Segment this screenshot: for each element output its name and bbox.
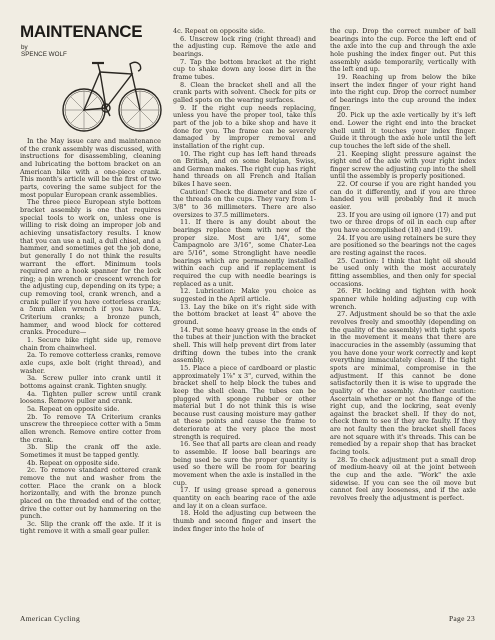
paragraph: The three piece European style bottom bracket assembly is one that requires special tools to work on, unless one is willing to risk doing an improper job and achieving unsatisfactory results. I know that you can use a nail, a dull chisel, and a hammer, and sometimes get the job done, but generally I do not think the results warrant the effort. Minimum tools required are a hook spanner for the lock ring; a pin wrench or crescent wrench for the adjusting cup, depending on its type; a cup removing tool, crank wrench, and a crank puller if you have cotterless cranks; a 5mm allen wrench if you have T.A. Criterium cranks; a bronze punch, hammer, and wood block for cottered cranks. Procedure—: [20, 198, 161, 337]
paragraph: 17. If using grease spread a generous quantity on each bearing race of the axle and lay it on a clean surface.: [173, 486, 316, 510]
paragraph: 3b. Slip the crank off the axle. Sometimes it must be tapped gently.: [20, 443, 161, 459]
paragraph: 4b. Repeat on opposite side.: [27, 458, 120, 467]
paragraph: 13. Lay the bike on it's right side with the bottom bracket at least 4" above the ground.: [173, 302, 316, 326]
byline-by: by: [21, 44, 28, 51]
paragraph: 23. If you are using oil ignore (17) and put two or three drops of oil in each cup after you have accomplished (18) and (19).: [330, 210, 476, 235]
paragraph: 3a. Screw puller into crank until it bottoms against crank. Tighten snugly.: [20, 374, 161, 390]
paragraph: 25. Caution: I think that light oil should be used only with the most accurately fitting assemblies, and then only for special occasions.: [330, 256, 476, 288]
paragraph: 16. See that all parts are clean and ready to assemble. If loose ball bearings are being used be sure the proper quantity is used so there will be room for bearing movement when the axle is installed in the cup.: [173, 440, 316, 487]
paragraph: 27. Adjustment should be so that the axle revolves freely and smoothly (depending on the quality of the assembly) with tight spots in the movement it means that there are inaccuracies in the assembly (assuming that you have done your work correctly and kept everything immaculately clean). If the tight spots are minimal, compromise in the adjustment. If this cannot be done satisfactorily then it is wise to upgrade the quality of the assembly. Another caution: Ascertain whether or not the flange of the right cup, and the lockring, seat evenly against the bracket shell. If they do not, check them to see if they are faulty. If they are not faulty then the bracket shell faces are not square with it's threads. This can be remedied by a repair shop that has bracket facing tools.: [330, 310, 476, 457]
paragraph: 26. Fit locking and tighten with hook spanner while holding adjusting cup with wrench.: [330, 287, 476, 311]
paragraph: 10. The right cup has left hand threads on British, and on some Belgian, Swiss, and German makes. The right cup has right hand threads on all French and Italian bikes I have seen.: [173, 149, 316, 189]
paragraph: 3c. Slip the crank off the axle. If it is tight remove it with a small gear puller.: [20, 519, 161, 536]
paragraph: 15. Place a piece of cardboard or plastic approximately 1⅞" x 3", curved, within the bracket shell to help block the tubes and keep the shell clean. The tubes can be plugged with sponge rubber or other material but I do not think this is wise because rust causing moisture may gather at these points and cause the frame to deteriorate at the very place the most strength is required.: [173, 363, 316, 441]
paragraph: In the May issue care and maintenance of the crank assembly was discussed, with instructions for disassembling, cleaning and lubricating the bottom bracket on an American bike with a one-piece crank. This month's article will be the first of two parts, covering the same subject for the most popular European crank assemblies.: [20, 137, 161, 199]
paragraph: 1. Secure bike right side up, remove chain from chainwheel.: [20, 336, 161, 352]
paragraph: 6. Unscrew lock ring (right thread) and the adjusting cup. Remove the axle and bearings.: [173, 34, 316, 58]
column-2: [173, 28, 316, 533]
paragraph: Caution! Check the diameter and size of the threads on the cups. They vary from 1-3/8" to 36 millimeters. There are also oversizes to 37.5 millimeters.: [173, 187, 316, 219]
paragraph: 20. Pick up the axle vertically by it's left end. Lower the right end into the bracket shell until it touches your index finger. Guide it through the axle hole until the left cup touches the left side of the shell.: [330, 111, 476, 150]
paragraph: 7. Tap the bottom bracket at the right cup to shake down any loose dirt in the frame tubes.: [173, 57, 316, 81]
paragraph: 18. Hold the adjusting cup between the thumb and second finger and insert the index finger into the hole of: [173, 509, 316, 533]
bicycle-illustration: [62, 40, 162, 136]
paragraph: 2c. To remove standard cottered crank remove the nut and washer from the cotter. Place the crank on a block horizontally, and with the bronze punch placed on the threaded end of the cotter, drive the cotter out by hammering on the punch.: [20, 466, 161, 521]
column-1: [20, 138, 161, 536]
article-title: MAINTENANCE: [20, 22, 143, 41]
footer-page-number: Page 23: [448, 614, 475, 623]
paragraph: 2b. To remove TA Criterium cranks unscrew the threepiece cotter with a 5mm allen wrench. Remove entire cotter from the crank.: [20, 412, 161, 444]
paragraph: 19. Reaching up from below the bike insert the index finger of your right hand into the right cup. Drop the correct number of bearings into the cup around the index finger.: [330, 72, 476, 112]
paragraph: 12. Lubrication: Make you choice as suggested in the April article.: [173, 287, 316, 303]
paragraph: 24. If you are using retainers be sure they are positioned so the bearings not the cages are resting against the races.: [330, 233, 476, 258]
paragraph: 4a. Tighten puller screw until crank loosens. Remove puller and crank.: [20, 389, 161, 406]
paragraph: 8. Clean the bracket shell and all the crank parts with solvent. Check for pits or galled spots on the wearing surfaces.: [173, 80, 316, 104]
column-3: [330, 28, 476, 503]
byline-author: SPENCE WOLF: [21, 51, 67, 59]
paragraph: 11. If there is any doubt about the bearings replace them with new of the proper size. Most are 1/4", some Campagnolo are 3/16", some Chater-Lea are 5/16", some Stronglight have needle bearings which are permanently installed within each cup and if replacement is required the cup with needle bearings is replaced as a unit.: [173, 218, 316, 288]
paragraph: 28. To check adjustment put a small drop of medium-heavy oil at the joint between the cup and the axle. "Work" the axle sidewise. If you can see the oil move but cannot feel any looseness, and if the axle revolves freely the adjustment is perfect.: [330, 455, 476, 503]
footer-magazine-name: American Cycling: [20, 614, 80, 623]
byline: [21, 44, 67, 59]
paragraph: 21. Keeping slight pressure against the right end of the axle with your right index finger screw the adjusting cup into the shell until the assembly is properly positioned.: [330, 149, 476, 181]
paragraph: 5a. Repeat on opposite side.: [27, 404, 120, 413]
paragraph: 4c. Repeat on opposite side.: [173, 27, 266, 35]
paragraph: 14. Put some heavy grease in the ends of the tubes at their junction with the bracket shell. This will help prevent dirt from later drifting down the tubes into the crank assembly.: [173, 325, 316, 365]
paragraph: the cup. Drop the correct number of ball bearings into the cup. Force the left end of the axle into the cup and through the axle hole pushing the index finger out. Put this assembly aside temporarily, vertically with the left end up.: [330, 27, 476, 74]
paragraph: 22. Of course if you are right handed you can do it differently, and if you are three handed you will probably find it much easier.: [330, 180, 476, 212]
paragraph: 9. If the right cup needs replacing, unless you have the proper tool, take this part of the job to a bike shop and have it done for you. The frame can be severely damaged by improper removal and installation of the right cup.: [173, 103, 316, 150]
paragraph: 2a. To remove cotterless cranks, remove axle cups, axle bolt (right thread), and washer.: [20, 351, 161, 375]
